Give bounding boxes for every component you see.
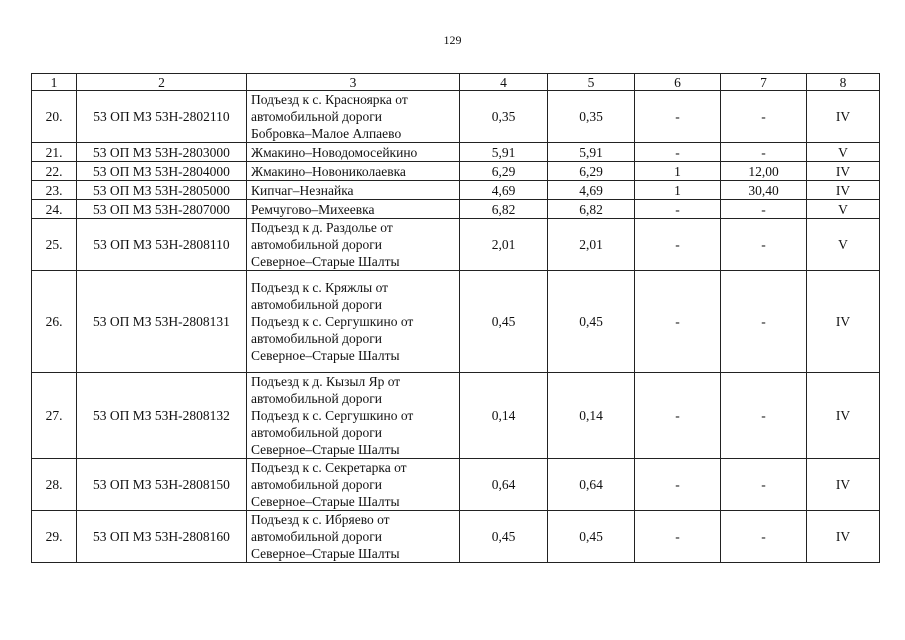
header-cell-8: 8 <box>807 74 880 91</box>
road-code: 53 ОП МЗ 53Н-2808131 <box>77 271 247 373</box>
page-number: 129 <box>443 33 462 47</box>
header-cell-2: 2 <box>77 74 247 91</box>
column-6-value: 1 <box>635 162 721 181</box>
road-name-line: Подъезд к с. Ибряево от <box>251 512 390 527</box>
column-4-value: 2,01 <box>460 219 548 271</box>
column-7-value: - <box>721 373 807 459</box>
table-row <box>32 181 880 200</box>
road-code: 53 ОП МЗ 53Н-2802110 <box>77 91 247 143</box>
road-name-line: Подъезд к с. Сергушкино от <box>251 314 414 329</box>
column-7-value: - <box>721 91 807 143</box>
column-6-value: - <box>635 143 721 162</box>
column-4-value: 0,35 <box>460 91 548 143</box>
column-6-value: 1 <box>635 181 721 200</box>
column-7-value: - <box>721 143 807 162</box>
road-category: V <box>807 143 880 162</box>
road-code: 53 ОП МЗ 53Н-2803000 <box>77 143 247 162</box>
road-category: V <box>807 219 880 271</box>
table-row <box>32 271 880 373</box>
road-name <box>247 511 460 563</box>
header-cell-4: 4 <box>460 74 548 91</box>
road-code: 53 ОП МЗ 53Н-2808150 <box>77 459 247 511</box>
table-row <box>32 511 880 563</box>
road-code: 53 ОП МЗ 53Н-2804000 <box>77 162 247 181</box>
road-name-line: Подъезд к с. Сергушкино от <box>251 408 414 423</box>
road-name-line: Северное–Старые Шалты <box>251 442 400 457</box>
header-cell-1: 1 <box>32 74 77 91</box>
road-code: 53 ОП МЗ 53Н-2808160 <box>77 511 247 563</box>
column-5-value: 0,45 <box>548 271 635 373</box>
road-name-line: автомобильной дороги <box>251 529 382 544</box>
header-cell-7: 7 <box>721 74 807 91</box>
column-6-value: - <box>635 511 721 563</box>
road-name <box>247 162 460 181</box>
header-cell-5: 5 <box>548 74 635 91</box>
road-name <box>247 143 460 162</box>
road-name <box>247 91 460 143</box>
road-name-line: автомобильной дороги <box>251 109 382 124</box>
column-4-value: 0,64 <box>460 459 548 511</box>
table-row <box>32 219 880 271</box>
road-name <box>247 219 460 271</box>
table-row <box>32 162 880 181</box>
column-5-value: 6,82 <box>548 200 635 219</box>
road-name-line: Северное–Старые Шалты <box>251 348 400 363</box>
road-name-line: автомобильной дороги <box>251 297 382 312</box>
column-4-value: 5,91 <box>460 143 548 162</box>
row-number: 24. <box>32 200 77 219</box>
column-4-value: 6,82 <box>460 200 548 219</box>
column-6-value: - <box>635 219 721 271</box>
column-5-value: 2,01 <box>548 219 635 271</box>
road-name-line: автомобильной дороги <box>251 425 382 440</box>
row-number: 22. <box>32 162 77 181</box>
roads-table <box>31 73 880 563</box>
road-code: 53 ОП МЗ 53Н-2808132 <box>77 373 247 459</box>
road-category: IV <box>807 271 880 373</box>
column-5-value: 5,91 <box>548 143 635 162</box>
road-name-line: Жмакино–Новодомосейкино <box>251 144 418 160</box>
road-category: IV <box>807 511 880 563</box>
header-cell-6: 6 <box>635 74 721 91</box>
column-7-value: - <box>721 200 807 219</box>
column-4-value: 4,69 <box>460 181 548 200</box>
road-code: 53 ОП МЗ 53Н-2807000 <box>77 200 247 219</box>
column-6-value: - <box>635 373 721 459</box>
column-7-value: 12,00 <box>721 162 807 181</box>
row-number: 28. <box>32 459 77 511</box>
column-6-value: - <box>635 200 721 219</box>
column-7-value: - <box>721 459 807 511</box>
road-category: IV <box>807 91 880 143</box>
row-number: 21. <box>32 143 77 162</box>
road-name-line: Подъезд к с. Кряжлы от <box>251 280 389 295</box>
column-6-value: - <box>635 271 721 373</box>
column-5-value: 0,14 <box>548 373 635 459</box>
table-body <box>32 91 880 563</box>
column-5-value: 0,35 <box>548 91 635 143</box>
road-category: IV <box>807 181 880 200</box>
table-row <box>32 143 880 162</box>
road-code: 53 ОП МЗ 53Н-2805000 <box>77 181 247 200</box>
column-7-value: 30,40 <box>721 181 807 200</box>
road-name <box>247 271 460 373</box>
road-name-line: автомобильной дороги <box>251 331 382 346</box>
road-code: 53 ОП МЗ 53Н-2808110 <box>77 219 247 271</box>
column-4-value: 0,45 <box>460 271 548 373</box>
column-7-value: - <box>721 271 807 373</box>
road-category: IV <box>807 459 880 511</box>
road-category: IV <box>807 373 880 459</box>
road-name <box>247 459 460 511</box>
header-cell-3: 3 <box>247 74 460 91</box>
road-name <box>247 181 460 200</box>
table-row <box>32 200 880 219</box>
road-name-line: Жмакино–Новониколаевка <box>251 163 406 179</box>
road-name-line: Бобровка–Малое Алпаево <box>251 126 402 141</box>
column-5-value: 4,69 <box>548 181 635 200</box>
row-number: 23. <box>32 181 77 200</box>
road-name <box>247 200 460 219</box>
column-7-value: - <box>721 511 807 563</box>
road-name-line: Подъезд к д. Раздолье от <box>251 220 393 235</box>
road-name-line: Подъезд к с. Красноярка от <box>251 92 408 107</box>
column-4-value: 6,29 <box>460 162 548 181</box>
road-name-line: Северное–Старые Шалты <box>251 254 400 269</box>
table-row <box>32 373 880 459</box>
column-5-value: 0,45 <box>548 511 635 563</box>
road-name <box>247 373 460 459</box>
column-5-value: 6,29 <box>548 162 635 181</box>
road-category: IV <box>807 162 880 181</box>
column-4-value: 0,45 <box>460 511 548 563</box>
road-name-line: автомобильной дороги <box>251 391 382 406</box>
road-name-line: Северное–Старые Шалты <box>251 494 400 509</box>
road-name-line: Кипчаг–Незнайка <box>251 182 354 198</box>
road-name-line: автомобильной дороги <box>251 477 382 492</box>
road-name-line: Подъезд к д. Кызыл Яр от <box>251 374 401 389</box>
row-number: 20. <box>32 91 77 143</box>
column-6-value: - <box>635 91 721 143</box>
row-number: 29. <box>32 511 77 563</box>
road-name-line: автомобильной дороги <box>251 237 382 252</box>
row-number: 25. <box>32 219 77 271</box>
table-row <box>32 91 880 143</box>
column-6-value: - <box>635 459 721 511</box>
column-7-value: - <box>721 219 807 271</box>
column-4-value: 0,14 <box>460 373 548 459</box>
road-category: V <box>807 200 880 219</box>
road-name-line: Северное–Старые Шалты <box>251 546 400 561</box>
header-row <box>32 74 880 91</box>
road-name-line: Ремчугово–Михеевка <box>251 201 375 217</box>
road-name-line: Подъезд к с. Секретарка от <box>251 460 407 475</box>
row-number: 26. <box>32 271 77 373</box>
table-row <box>32 459 880 511</box>
row-number: 27. <box>32 373 77 459</box>
column-5-value: 0,64 <box>548 459 635 511</box>
